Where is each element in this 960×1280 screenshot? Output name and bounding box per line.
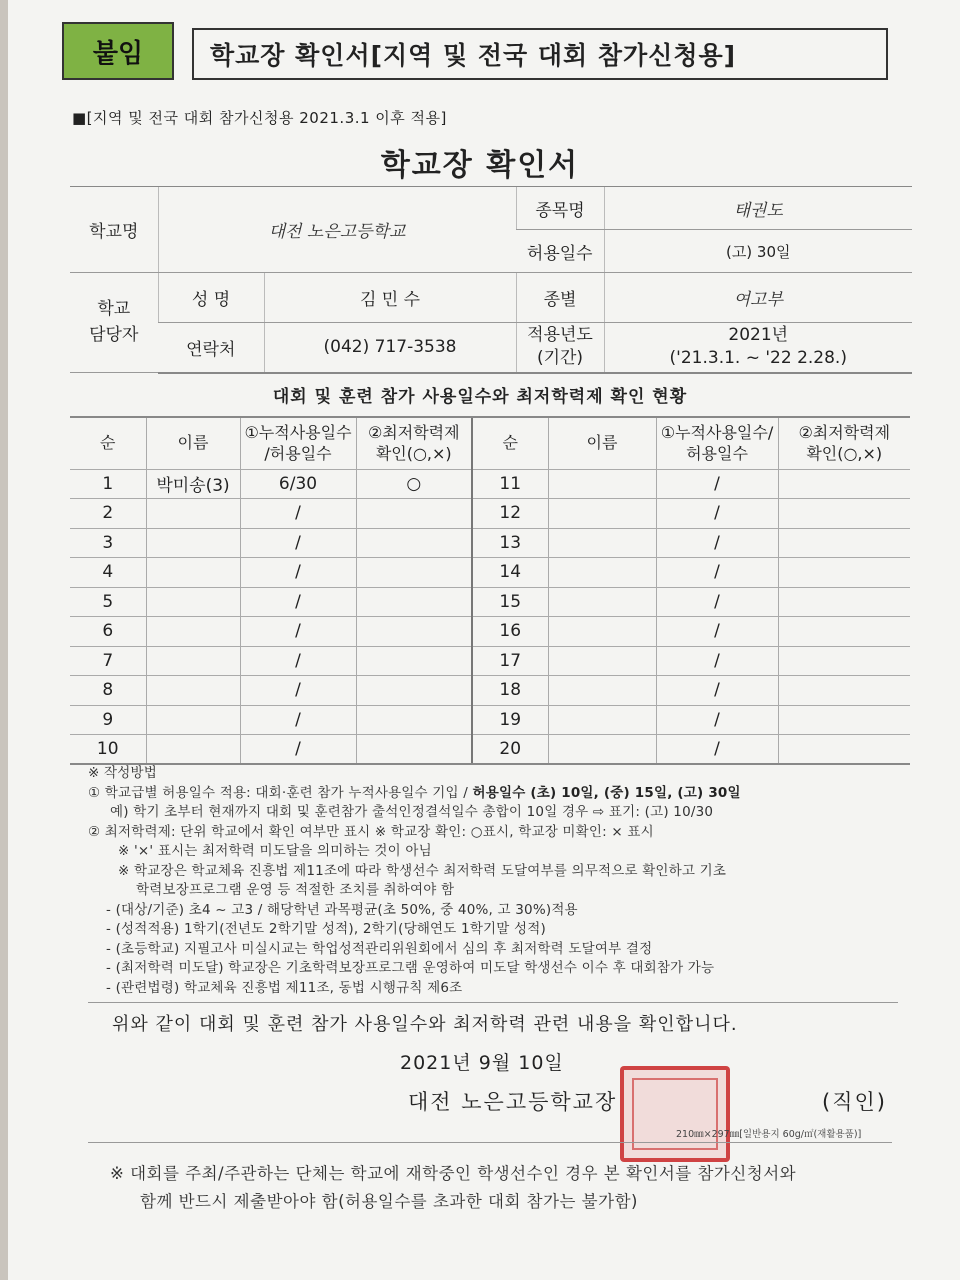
- row-days-right: /: [656, 528, 778, 558]
- note-d4: - (최저학력 미도달) 학교장은 기초학력보장프로그램 운영하여 미도달 학생선수 이수 후 대회참가 가능: [106, 960, 715, 976]
- event-label: 종목명: [516, 187, 604, 230]
- header-acad-right: ②최저학력제: [798, 422, 891, 442]
- row-name-right: [548, 587, 656, 617]
- note-2: ② 최저학력제: 단위 학교에서 확인 여부만 표시 ※ 학교장 확인: ○표시, 학교장 미확인: × 표시: [88, 823, 654, 840]
- table-row: [70, 676, 910, 706]
- table-row: [70, 558, 910, 588]
- row-acad-left: [356, 558, 472, 588]
- row-acad-left: [356, 528, 472, 558]
- row-name-right: [548, 676, 656, 706]
- row-name-right: [548, 646, 656, 676]
- row-acad-left: [356, 646, 472, 676]
- row-acad-right: [778, 469, 910, 499]
- row-name-right: [548, 735, 656, 765]
- row-days-left: 6/30: [240, 469, 356, 499]
- row-name-right: [548, 469, 656, 499]
- header-name-left: 이름: [146, 417, 240, 469]
- row-acad-right: [778, 646, 910, 676]
- row-days-right: /: [656, 676, 778, 706]
- contact-value: (042) 717-3538: [264, 323, 516, 373]
- row-seq-left: 4: [70, 558, 146, 588]
- row-name-left: [146, 558, 240, 588]
- row-days-left: /: [240, 617, 356, 647]
- row-acad-left: [356, 676, 472, 706]
- row-seq-right: 19: [472, 705, 548, 735]
- row-days-right: /: [656, 469, 778, 499]
- section-title: 대회 및 훈련 참가 사용일수와 최저학력제 확인 현황: [272, 387, 688, 407]
- name-value: 김 민 수: [264, 273, 516, 323]
- row-name-left: [146, 499, 240, 529]
- header-title: 학교장 확인서[지역 및 전국 대회 참가신청용]: [192, 28, 888, 80]
- header-days-left-sub: /허용일수: [264, 444, 332, 464]
- header-name-right: 이름: [548, 417, 656, 469]
- row-seq-right: 18: [472, 676, 548, 706]
- row-name-left: [146, 646, 240, 676]
- row-seq-left: 6: [70, 617, 146, 647]
- row-days-left: /: [240, 558, 356, 588]
- instructions: [88, 764, 908, 1003]
- notes-heading: ※ 작성방법: [88, 765, 157, 781]
- row-seq-left: 9: [70, 705, 146, 735]
- spec-divider: [88, 1142, 892, 1143]
- footer-line-1: ※ 대회를 주최/주관하는 단체는 학교에 재학중인 학생선수인 경우 본 확인서를 참가신청서와: [110, 1164, 797, 1183]
- gender-label: 종별: [516, 273, 604, 323]
- row-name-right: [548, 558, 656, 588]
- row-days-right: /: [656, 587, 778, 617]
- row-seq-left: 1: [70, 469, 146, 499]
- header-seq-right: 순: [472, 417, 548, 469]
- row-name-left: 박미송(3): [146, 469, 240, 499]
- row-days-right: /: [656, 705, 778, 735]
- row-acad-left: [356, 705, 472, 735]
- row-days-right: /: [656, 617, 778, 647]
- row-name-right: [548, 617, 656, 647]
- row-name-left: [146, 705, 240, 735]
- row-seq-left: 3: [70, 528, 146, 558]
- row-days-left: /: [240, 735, 356, 765]
- row-seq-left: 8: [70, 676, 146, 706]
- row-seq-right: 15: [472, 587, 548, 617]
- notes-divider: [88, 1002, 898, 1003]
- allowed-days-value: (고) 30일: [604, 230, 912, 273]
- note-d2: - (성적적용) 1학기(전년도 2학기말 성적), 2학기(당해연도 1학기말 성적): [106, 921, 546, 937]
- header-days-left: ①누적사용일수: [244, 422, 352, 442]
- gender-value: 여고부: [604, 273, 912, 323]
- row-days-left: /: [240, 499, 356, 529]
- row-name-right: [548, 528, 656, 558]
- note-d1: - (대상/기준) 초4 ~ 고3 / 해당학년 과목평균(초 50%, 중 40%, 고 30%)적용: [106, 901, 578, 918]
- row-seq-left: 2: [70, 499, 146, 529]
- note-1b: 예) 학기 초부터 현재까지 대회 및 훈련참가 출석인정결석일수 총합이 10일 경우 ⇨ 표기: (고) 10/30: [110, 804, 714, 820]
- note-d3: - (초등학교) 지필고사 미실시교는 학업성적관리위원회에서 심의 후 최저학력 도달여부 결정: [106, 940, 653, 957]
- row-name-right: [548, 499, 656, 529]
- table-row: [70, 469, 910, 499]
- table-row: [70, 735, 910, 765]
- row-acad-right: [778, 705, 910, 735]
- row-seq-right: 16: [472, 617, 548, 647]
- year-label: 적용년도: [527, 325, 593, 346]
- row-acad-right: [778, 587, 910, 617]
- note-4a: ※ 학교장은 학교체육 진흥법 제11조에 따라 학생선수 최저학력 도달여부를 의무적으로 확인하고 기초: [118, 862, 727, 879]
- confirmation-text: 위와 같이 대회 및 훈련 참가 사용일수와 최저학력 관련 내용을 확인합니다.: [112, 1014, 738, 1035]
- table-row: [70, 617, 910, 647]
- school-value: 대전 노은고등학교: [158, 187, 516, 273]
- row-seq-right: 17: [472, 646, 548, 676]
- row-acad-left: [356, 499, 472, 529]
- event-value: 태권도: [604, 187, 912, 230]
- row-days-left: /: [240, 705, 356, 735]
- note-3: ※ '×' 표시는 최저학력 미도달을 의미하는 것이 아님: [118, 843, 432, 859]
- row-name-right: [548, 705, 656, 735]
- row-acad-right: [778, 499, 910, 529]
- official-seal: [620, 1066, 730, 1162]
- row-acad-left: [356, 617, 472, 647]
- contact-label: 연락처: [158, 323, 264, 373]
- row-acad-right: [778, 558, 910, 588]
- header-acad-left: ②최저학력제: [367, 422, 460, 442]
- attachment-badge: 붙임: [62, 22, 174, 80]
- school-label: 학교명: [70, 187, 158, 273]
- period-label: (기간): [536, 348, 584, 369]
- table-row: [70, 499, 910, 529]
- info-table: [70, 186, 912, 374]
- table-row: [70, 587, 910, 617]
- header-seq-left: 순: [70, 417, 146, 469]
- row-seq-right: 12: [472, 499, 548, 529]
- period-value: ('21.3.1. ~ '22 2.28.): [669, 348, 847, 369]
- row-days-right: /: [656, 646, 778, 676]
- table-row: [70, 528, 910, 558]
- name-label: 성 명: [158, 273, 264, 323]
- row-name-left: [146, 735, 240, 765]
- note-d5: - (관련법령) 학교체육 진흥법 제11조, 동법 시행규칙 제6조: [106, 979, 463, 996]
- usage-table: [70, 416, 910, 765]
- footer-line-2: 함께 반드시 제출받아야 함(허용일수를 초과한 대회 참가는 불가함): [140, 1192, 638, 1211]
- row-acad-right: [778, 528, 910, 558]
- allowed-days-label: 허용일수: [516, 230, 604, 273]
- row-days-left: /: [240, 587, 356, 617]
- table-row: [70, 705, 910, 735]
- row-seq-left: 10: [70, 735, 146, 765]
- seal-label: (직인): [822, 1090, 887, 1114]
- row-seq-right: 13: [472, 528, 548, 558]
- row-name-left: [146, 528, 240, 558]
- paper-spec: 210㎜×297㎜[일반용지 60g/㎡(재활용품)]: [676, 1129, 862, 1140]
- page-title: 학교장 확인서: [380, 148, 580, 183]
- row-days-left: /: [240, 528, 356, 558]
- row-acad-right: [778, 735, 910, 765]
- row-seq-left: 5: [70, 587, 146, 617]
- row-acad-right: [778, 676, 910, 706]
- header-days-right: ①누적사용일수/: [660, 422, 774, 442]
- principal-name: 대전 노은고등학교장: [408, 1090, 618, 1114]
- row-days-right: /: [656, 499, 778, 529]
- row-acad-right: [778, 617, 910, 647]
- signing-date: 2021년 9월 10일: [400, 1052, 564, 1074]
- note-4b: 학력보장프로그램 운영 등 적절한 조치를 취하여야 함: [136, 882, 455, 898]
- header-days-right-sub: 허용일수: [686, 444, 748, 464]
- application-note: ■[지역 및 전국 대회 참가신청용 2021.3.1 이후 적용]: [72, 109, 447, 127]
- row-acad-left: [356, 735, 472, 765]
- row-days-right: /: [656, 558, 778, 588]
- row-seq-left: 7: [70, 646, 146, 676]
- row-name-left: [146, 617, 240, 647]
- row-days-right: /: [656, 735, 778, 765]
- header-acad-left-sub: 확인(○,×): [375, 444, 452, 464]
- note-1a: ① 학교급별 허용일수 적용: 대회·훈련 참가 누적사용일수 기입 /: [88, 784, 473, 801]
- row-name-left: [146, 587, 240, 617]
- manager-label: 학교 담당자: [70, 273, 158, 373]
- footer-note: [110, 1160, 910, 1216]
- table-row: [70, 646, 910, 676]
- row-days-left: /: [240, 676, 356, 706]
- note-1a-bold: 허용일수 (초) 10일, (중) 15일, (고) 30일: [472, 784, 741, 801]
- row-seq-right: 11: [472, 469, 548, 499]
- row-seq-right: 20: [472, 735, 548, 765]
- row-acad-left: ○: [356, 469, 472, 499]
- row-seq-right: 14: [472, 558, 548, 588]
- year-value: 2021년: [728, 325, 789, 346]
- row-acad-left: [356, 587, 472, 617]
- row-name-left: [146, 676, 240, 706]
- header-acad-right-sub: 확인(○,×): [806, 444, 883, 464]
- row-days-left: /: [240, 646, 356, 676]
